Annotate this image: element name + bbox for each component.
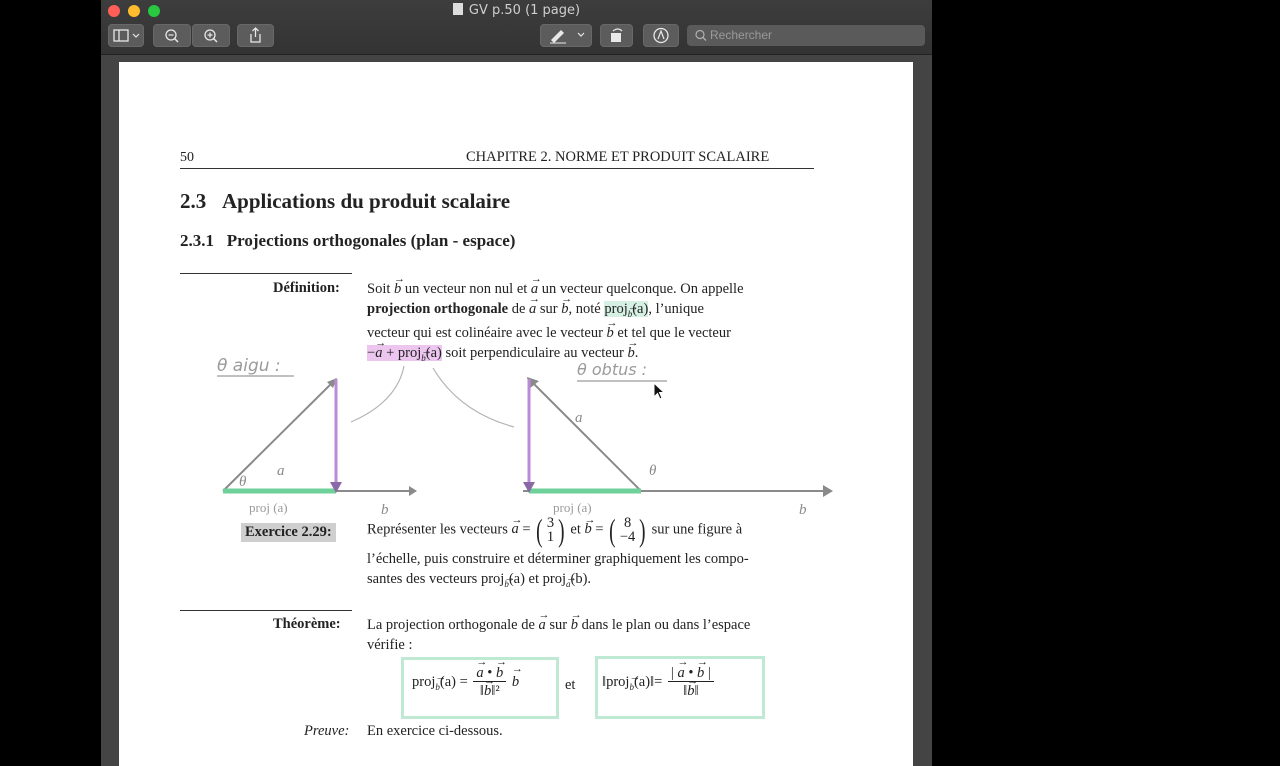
right-proj-label: proj (a)	[553, 500, 592, 515]
formula-fraction: → $\frac{a • \to b}{\text{‖→ b‖²}}$	[473, 665, 506, 700]
preview-window	[101, 0, 932, 766]
proj-highlight: proj→ $_b$(a)	[604, 301, 648, 317]
right-theta: θ	[649, 463, 657, 479]
matrix-b: ( 8 −4 )	[609, 512, 646, 548]
subsection-title: Projections orthogonales (plan - espace)	[226, 231, 516, 250]
running-head: CHAPITRE 2. NORME ET PRODUIT SCALAIRE	[466, 149, 770, 165]
left-proj-label: proj (a)	[249, 500, 288, 515]
perp-highlight: −→ a + proj→ $_b$(a)	[367, 345, 442, 361]
mouse-cursor-icon	[653, 382, 667, 402]
theorem-label: Théorème:	[273, 616, 341, 632]
rotate-button[interactable]	[600, 24, 633, 47]
section-number: 2.3	[180, 189, 207, 213]
document-icon	[453, 3, 463, 15]
search-icon	[691, 25, 711, 46]
right-b-label: b	[799, 502, 807, 518]
markup-pen-button[interactable]	[540, 24, 592, 47]
search-input[interactable]	[687, 25, 925, 46]
handwritten-sketch	[119, 342, 913, 522]
title-bar	[101, 0, 932, 55]
definition-line-4: −→ a + proj→ $_b$(a) soit perpendiculaire au vecteur → b.	[367, 344, 744, 369]
zoom-in-icon	[193, 25, 229, 46]
markup-toolbar-button[interactable]	[643, 24, 679, 47]
header-rule	[180, 168, 814, 169]
zoom-out-button[interactable]	[153, 24, 191, 47]
sidebar-toggle-button[interactable]	[108, 24, 144, 47]
left-theta: θ	[239, 474, 247, 490]
subsection-heading	[180, 231, 515, 251]
window-title	[101, 3, 932, 18]
definition-label: Définition:	[273, 280, 340, 296]
theorem-line-1: La projection orthogonale de → a sur → b dans le plan ou dans l’espace	[367, 616, 750, 636]
right-a-label: a	[575, 410, 583, 426]
right-vector-a	[529, 379, 641, 491]
formula-norm-fraction: $\frac{| \to a • \to b |}{‖\to b‖}$	[668, 665, 714, 700]
section-heading	[180, 189, 510, 214]
formula-norm: ‖proj→ $_b$(a)‖= $\frac{| \to a • \to b |}{‖\to b‖}$	[602, 665, 716, 700]
section-title: Applications du produit scalaire	[222, 189, 511, 213]
exercise-text	[367, 549, 749, 594]
theorem-rule	[180, 610, 352, 611]
matrix-a: ( 3 1 )	[536, 512, 565, 548]
left-a-label: a	[277, 463, 285, 479]
exercise-label: Exercice 2.29:	[241, 523, 336, 542]
proof-text: En exercice ci-dessous.	[367, 723, 503, 739]
definition-line-1: Soit → b un vecteur non nul et → a un vecteur quelconque. On appelle	[367, 280, 744, 300]
search-placeholder: Rechercher	[710, 28, 773, 42]
pen-icon	[541, 25, 591, 46]
definition-line-2: projection orthogonale de → a sur → b, noté proj→ $_b$(a), l’unique	[367, 300, 744, 325]
obtuse-title: θ obtus :	[577, 360, 648, 379]
left-b-label: b	[381, 502, 389, 518]
acute-title: θ aigu :	[217, 356, 281, 376]
sidebar-icon	[109, 25, 143, 46]
page-number: 50	[180, 150, 194, 165]
formula-et: et	[565, 677, 576, 693]
rotate-icon	[601, 25, 632, 46]
window-title-text: GV p.50 (1 page)	[468, 3, 581, 18]
subsection-number: 2.3.1	[180, 231, 214, 250]
proof-label: Preuve:	[304, 723, 350, 739]
definition-rule	[180, 273, 352, 274]
theorem-text	[367, 616, 750, 655]
formula-projection: proj→ $_b$(a) = → $\frac{a • \to b}{\text{‖→ b‖²}}$ → b	[412, 665, 519, 700]
zoom-out-icon	[154, 25, 190, 46]
pointer-arrow-right	[433, 368, 514, 427]
exercise-line-3: santes des vecteurs proj→ $_b$(a) et proj→ $_a$(b).	[367, 569, 749, 594]
pointer-arrow-left	[351, 366, 404, 422]
markup-circle-icon	[644, 25, 678, 46]
share-button[interactable]	[237, 24, 274, 47]
pdf-page	[119, 62, 913, 766]
exercise-line-2: l’échelle, puis construire et déterminer graphiquement les compo-	[367, 551, 749, 567]
share-icon	[238, 25, 273, 46]
exercise-line-1: Représenter les vecteurs → a = ( 3 1 ) et → b = ( 8 −4 ) sur une figure à	[367, 514, 742, 546]
zoom-in-button[interactable]	[192, 24, 230, 47]
theorem-line-2: vérifie :	[367, 636, 413, 653]
definition-line-3: vecteur qui est colinéaire avec le vecteur → b et tel que le vecteur	[367, 324, 744, 344]
